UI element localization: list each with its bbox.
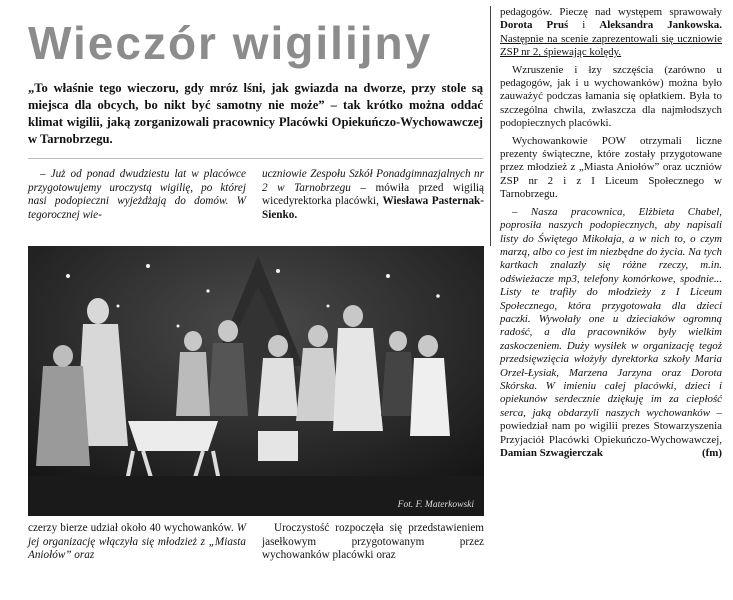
- bottom-column-2: [262, 522, 484, 567]
- photo-nativity-play: [28, 246, 484, 516]
- col2-name: Wiesława Pasternak-Sienko.: [262, 195, 484, 221]
- right-p4-name: Damian Szwagierczak: [500, 447, 603, 459]
- divider-horizontal: [28, 158, 483, 159]
- right-p3: Wychowankowie POW otrzymali liczne prezenty świąteczne, które zostały przygotowane przez młodzież z „Miasta Aniołów” oraz uczniów ZSP nr 2 i z I Liceum Społecznego w Tarnobrzegu.: [500, 134, 722, 201]
- photo-image: [28, 246, 484, 516]
- photo-caption: Fot. F. Materkowski: [397, 500, 474, 510]
- column-right: [500, 6, 722, 464]
- right-p2: Wzruszenie i łzy szczęścia (zarówno u pedagogów, jak i u wychowanków) można było zauważyć podczas łamania się opłatkiem. Była to szczególna chwila, zwłaszcza dla najmłodszych podopiecznych placówki.: [500, 63, 722, 130]
- right-p1-b: Następnie na scenie zaprezentowali się uczniowie ZSP nr 2, śpiewając kolędy.: [500, 32, 722, 59]
- bottom-column-1: [28, 522, 246, 567]
- right-p1-and: i: [582, 19, 586, 32]
- bottom-col1-text-italic: W jej organizację włączyła się młodzież z „Miasta Aniołów” oraz: [28, 522, 247, 562]
- right-p1-a: pedagogów. Pieczę nad występem sprawowały: [500, 6, 722, 18]
- column-1: [28, 168, 246, 226]
- lead-paragraph: „To właśnie tego wieczoru, gdy mróz lśni, jak gwiazda na dworze, przy stole są miejsca dla obcych, bo nikt być samotny nie może” – tak krótko można oddać klimat wigilii, jaką zorganizowali pracownicy Placówki Opiekuńczo-Wychowawczej w Tarnobrzegu.: [28, 81, 483, 146]
- column-2: [262, 168, 484, 226]
- headline: Wieczór wigilijny: [28, 17, 433, 69]
- col2-text-italic: uczniowie Zespołu Szkół Ponadgimnazjalnych nr 2 w Tarnobrzegu –: [262, 168, 484, 194]
- col1-text: – Już od ponad dwudziestu lat w placówce przygotowujemy uroczystą wigilię, po której nasi podopieczni wyjeżdżają do domów. W tegorocznej wie-: [28, 168, 246, 221]
- divider-vertical: [490, 6, 491, 246]
- right-p1-name1: Dorota Pruś: [500, 19, 569, 32]
- bottom-col2-text: Uroczystość rozpoczęła się przedstawieniem jasełkowym przygotowanym przez wychowanków placówki oraz: [262, 522, 484, 562]
- bottom-col1-text: czerzy bierze udział około 40 wychowanków.: [28, 522, 234, 534]
- right-p4-italic: – Nasza pracownica, Elżbieta Chabel, poprosiła naszych podopiecznych, aby napisali listy do Świętego Mikołaja, a w nich to, o czym marzą, albo co jest im niezbędne do życia. Na tych kartkach znalazły się różne rzeczy, m.in. odświeżacze mp3, telefony komórkowe, spodnie... Listy te trafiły do młodzieży z I Liceum Społecznego, która przygotowała dla dzieci paczki. Wywołały one u dzieciaków ogromną radość, a dla pracowników były wielkim zaskoczeniem. Duży wysiłek w organizację tegoż przedsięwzięcia włożyły dyrektorka szkoły Maria Orzeł-Łysiak, Marzena Jarzyna oraz Dorota Skórska. W imieniu całej placówki, dzieci i opiekunów serdecznie dziękuję im za ciepłość serca, jaką obdarzyli naszych wychowanków: [500, 205, 722, 419]
- right-p4-rest: – powiedział nam po wigilii prezes Stowarzyszenia Przyjaciół Placówki Opiekuńczo-Wychowawczej,: [500, 406, 722, 446]
- author-signature: (fm): [702, 447, 722, 459]
- right-p1-name2: Aleksandra Jankowska.: [599, 19, 722, 32]
- col2-text: mówiła przed wigilią wicedyrektorka placówki,: [262, 181, 484, 208]
